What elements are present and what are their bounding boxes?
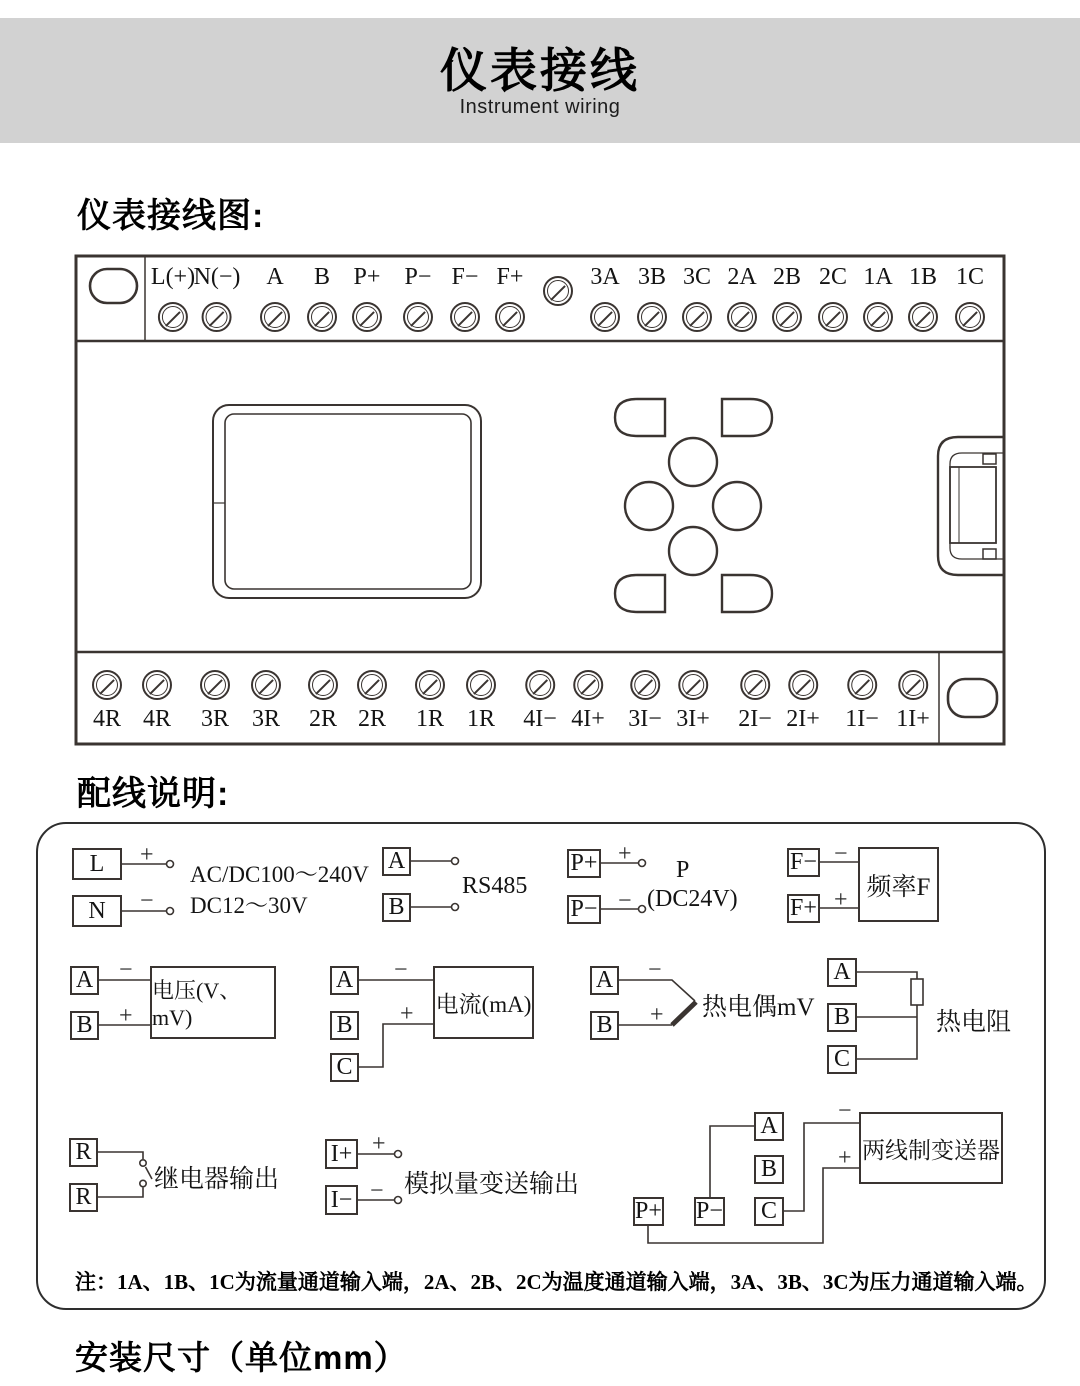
terminal-box-A: A <box>754 1112 784 1141</box>
terminal-box-P-plus: P+ <box>633 1197 664 1226</box>
p-supply-voltage: (DC24V) <box>647 886 738 912</box>
terminal <box>772 264 802 332</box>
terminal-label: 1B <box>908 264 937 290</box>
terminal-label: P− <box>404 264 432 290</box>
screw-terminal-icon <box>466 670 496 700</box>
terminal <box>863 264 893 332</box>
terminal-label: 3C <box>682 264 711 290</box>
terminal-label: 4R <box>92 706 121 732</box>
page-subtitle: Instrument wiring <box>459 96 621 118</box>
screw-terminal-icon <box>260 302 290 332</box>
button-bottom-left <box>615 575 665 612</box>
terminal-box-C: C <box>827 1045 857 1074</box>
terminal-label: 3A <box>590 264 620 290</box>
terminal-label: 2R <box>308 706 337 732</box>
terminal-label: N(−) <box>193 264 241 290</box>
frequency-device-box: 频率F <box>858 847 939 922</box>
terminal <box>628 670 662 732</box>
button-bottom-right <box>722 575 772 612</box>
terminal-label: 1A <box>863 264 893 290</box>
screw-terminal-icon <box>678 670 708 700</box>
screw-terminal-icon <box>630 670 660 700</box>
terminal-box-B: B <box>590 1011 619 1040</box>
terminal <box>466 670 496 732</box>
polarity-plus: + <box>650 1002 664 1028</box>
button-down <box>669 527 717 575</box>
screw-terminal-icon <box>202 302 232 332</box>
terminal <box>523 670 557 732</box>
terminal <box>590 264 620 332</box>
button-right <box>713 482 761 530</box>
display-window <box>213 405 481 598</box>
terminal <box>151 264 195 332</box>
terminal <box>818 264 848 332</box>
rs485-label: RS485 <box>462 873 528 899</box>
terminal <box>676 670 710 732</box>
resistor-symbol <box>911 979 923 1005</box>
screw-terminal-icon <box>788 670 818 700</box>
polarity-plus: + <box>119 1003 133 1029</box>
screw-terminal-icon <box>352 302 382 332</box>
screw-terminal-icon <box>727 302 757 332</box>
polarity-plus: + <box>372 1131 386 1157</box>
current-device-box: 电流(mA) <box>433 966 534 1039</box>
terminal-label: 2A <box>727 264 757 290</box>
screw-terminal-icon <box>682 302 712 332</box>
terminal-label: 1I− <box>845 706 879 732</box>
terminal-label: 2I− <box>738 706 772 732</box>
terminal-box-R1: R <box>69 1138 98 1167</box>
terminal <box>200 670 230 732</box>
terminal <box>738 670 772 732</box>
terminal-box-R2: R <box>69 1183 98 1212</box>
screw-terminal-icon <box>357 670 387 700</box>
terminal <box>357 670 387 732</box>
terminal-label: 2I+ <box>786 706 820 732</box>
transmitter-device-box: 两线制变送器 <box>859 1112 1003 1184</box>
diagram-section-heading: 仪表接线图: <box>77 197 265 235</box>
relay-label: 继电器输出 <box>154 1166 280 1193</box>
terminal-box-F-minus: F− <box>787 848 820 877</box>
screw-terminal-icon <box>403 302 433 332</box>
switch-blade <box>146 1167 153 1179</box>
current-wires <box>359 980 433 1067</box>
terminal-label: 4I+ <box>571 706 605 732</box>
screw-terminal-icon <box>898 670 928 700</box>
terminal <box>142 670 172 732</box>
terminal <box>92 670 122 732</box>
polarity-minus: − <box>618 888 632 914</box>
screw-terminal-icon <box>142 670 172 700</box>
relay-wires <box>98 1152 152 1197</box>
terminal-label: 3I+ <box>676 706 710 732</box>
polarity-minus: − <box>648 957 662 983</box>
terminal <box>352 264 382 332</box>
terminal-box-A: A <box>382 847 411 876</box>
screw-terminal-icon <box>955 302 985 332</box>
screw-terminal-icon <box>92 670 122 700</box>
terminal-label: 4R <box>142 706 171 732</box>
polarity-plus: + <box>834 887 848 913</box>
terminal-box-I-minus: I− <box>325 1185 358 1215</box>
terminal <box>908 264 938 332</box>
terminal-box-P-minus: P− <box>567 895 601 924</box>
rtd-wires <box>857 972 923 1059</box>
screw-terminal-icon <box>863 302 893 332</box>
terminal <box>786 670 820 732</box>
mounting-slot-bottom-right <box>948 679 997 717</box>
terminal <box>682 264 712 332</box>
polarity-minus: − <box>370 1178 384 1204</box>
analog-out-label: 模拟量变送输出 <box>404 1171 580 1198</box>
polarity-minus: − <box>834 841 848 867</box>
screw-terminal-icon <box>908 302 938 332</box>
terminal-label: 3R <box>200 706 229 732</box>
terminal-box-A: A <box>590 966 619 995</box>
terminal <box>415 670 445 732</box>
power-rating-line2: DC12～30V <box>190 893 308 918</box>
terminal <box>308 670 338 732</box>
polarity-plus: + <box>140 842 154 868</box>
terminal-box-C: C <box>330 1053 359 1082</box>
terminal-label: 1I+ <box>896 706 930 732</box>
screw-terminal-icon <box>308 670 338 700</box>
polarity-minus: − <box>838 1098 852 1124</box>
terminal-box-N: N <box>72 895 122 927</box>
terminal-box-I-plus: I+ <box>325 1139 358 1169</box>
wiring-section-heading: 配线说明: <box>77 775 230 813</box>
terminal-label: L(+) <box>150 264 196 290</box>
polarity-minus: − <box>394 957 408 983</box>
polarity-plus: + <box>618 841 632 867</box>
screw-terminal-icon <box>772 302 802 332</box>
screw-terminal-icon <box>637 302 667 332</box>
button-top-right <box>722 399 772 436</box>
terminal-label: 1C <box>955 264 984 290</box>
terminal-box-P-plus: P+ <box>567 849 601 878</box>
terminal-box-B: B <box>754 1155 784 1184</box>
terminal <box>896 670 930 732</box>
terminal-label: P+ <box>353 264 381 290</box>
screw-terminal-icon <box>543 276 573 306</box>
terminal-label: 3R <box>251 706 280 732</box>
terminal <box>495 264 525 332</box>
terminal-box-B: B <box>70 1011 99 1040</box>
terminal <box>637 264 667 332</box>
button-up <box>669 438 717 486</box>
terminal <box>450 264 480 332</box>
terminal <box>260 264 290 332</box>
polarity-plus: + <box>838 1145 852 1171</box>
screw-terminal-icon <box>200 670 230 700</box>
terminal <box>571 670 605 732</box>
terminal-label: 3B <box>637 264 666 290</box>
terminal-label: 1R <box>415 706 444 732</box>
power-rating-line1: AC/DC100～240V <box>190 862 369 887</box>
terminal <box>543 264 573 306</box>
terminal-label: 2R <box>357 706 386 732</box>
polarity-minus: − <box>140 888 154 914</box>
button-left <box>625 482 673 530</box>
screw-terminal-icon <box>590 302 620 332</box>
terminal <box>403 264 433 332</box>
terminal-label: B <box>313 264 330 290</box>
screw-terminal-icon <box>158 302 188 332</box>
terminal-box-F-plus: F+ <box>787 894 820 923</box>
polarity-minus: − <box>119 957 133 983</box>
rtd-label: 热电阻 <box>936 1009 1012 1036</box>
rs485-wires <box>411 858 459 911</box>
channel-note: 注：1A、1B、1C为流量通道输入端，2A、2B、2C为温度通道输入端，3A、3B、3C为压力通道输入端。 <box>75 1270 1038 1294</box>
terminal-label: 4I− <box>523 706 557 732</box>
terminal <box>307 264 337 332</box>
terminal <box>727 264 757 332</box>
side-connector <box>938 437 1004 575</box>
screw-terminal-icon <box>847 670 877 700</box>
terminal-box-C: C <box>754 1197 784 1226</box>
screw-terminal-icon <box>307 302 337 332</box>
terminal-box-B: B <box>382 893 411 922</box>
terminal-label: F− <box>451 264 479 290</box>
terminal <box>845 670 879 732</box>
polarity-plus: + <box>400 1001 414 1027</box>
page-title: 仪表接线 <box>440 44 640 97</box>
screw-terminal-icon <box>495 302 525 332</box>
mounting-slot-top-left <box>90 269 137 303</box>
thermocouple-label: 热电偶mV <box>702 994 815 1021</box>
terminal-box-A: A <box>827 958 857 987</box>
terminal-box-B: B <box>827 1003 857 1032</box>
terminal-box-P-minus: P− <box>694 1197 725 1226</box>
terminal <box>955 264 985 332</box>
terminal-box-A: A <box>70 966 99 995</box>
terminal-label: 3I− <box>628 706 662 732</box>
voltage-device-box: 电压(V、mV) <box>150 966 276 1039</box>
terminal-label: A <box>266 264 284 290</box>
terminal-label: 2B <box>772 264 801 290</box>
button-top-left <box>615 399 665 436</box>
screw-terminal-icon <box>818 302 848 332</box>
screw-terminal-icon <box>525 670 555 700</box>
screw-terminal-icon <box>415 670 445 700</box>
screw-terminal-icon <box>573 670 603 700</box>
terminal-label: F+ <box>496 264 524 290</box>
keypad-buttons <box>615 399 772 612</box>
screw-terminal-icon <box>740 670 770 700</box>
p-supply-label: P <box>676 857 690 883</box>
install-section-heading: 安装尺寸（单位mm） <box>75 1339 408 1376</box>
terminal-box-A: A <box>330 966 359 995</box>
screw-terminal-icon <box>450 302 480 332</box>
terminal-label: 2C <box>818 264 847 290</box>
terminal-box-L: L <box>72 848 122 880</box>
terminal-label: 1R <box>466 706 495 732</box>
terminal-box-B: B <box>330 1011 359 1040</box>
screw-terminal-icon <box>251 670 281 700</box>
terminal <box>194 264 241 332</box>
terminal <box>251 670 281 732</box>
